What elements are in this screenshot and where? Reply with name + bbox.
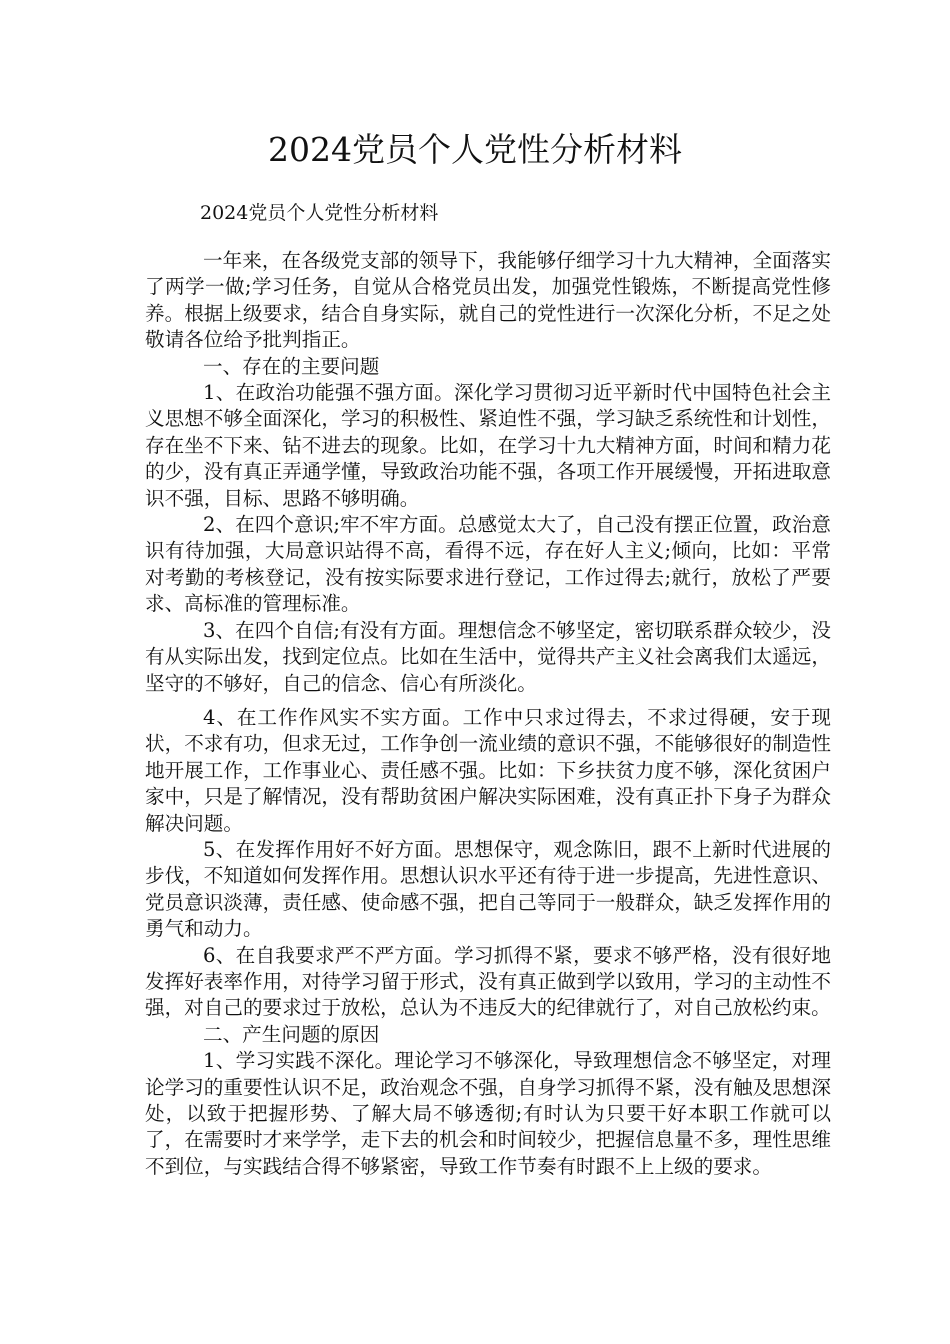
section-heading-problems: 一、存在的主要问题 bbox=[203, 354, 380, 378]
problem-item-1: 1、在政治功能强不强方面。深化学习贯彻习近平新时代中国特色社会主义思想不够全面深化，学习的积极性、紧迫性不强，学习缺乏系统性和计划性，存在坐不下来、钻不进去的现象。比如，在学习十九大精神方面，时间和精力花的少，没有真正弄通学懂，导致政治功能不强，各项工作开展缓慢，开拓进取意识不强，目标、思路不够明确。 bbox=[145, 381, 831, 510]
problem-item-6: 6、在自我要求严不严方面。学习抓得不紧，要求不够严格，没有很好地发挥好表率作用，对待学习留于形式，没有真正做到学以致用，学习的主动性不强，对自己的要求过于放松，总认为不违反大的纪律就行了，对自己放松约束。 bbox=[145, 943, 831, 1020]
problem-item-2: 2、在四个意识;牢不牢方面。总感觉太大了，自己没有摆正位置，政治意识有待加强，大局意识站得不高，看得不远，存在好人主义;倾向，比如：平常对考勤的考核登记，没有按实际要求进行登记，工作过得去;就行，放松了严要求、高标准的管理标准。 bbox=[145, 513, 831, 616]
problem-item-4: 4、在工作作风实不实方面。工作中只求过得去，不求过得硬，安于现状，不求有功，但求无过，工作争创一流业绩的意识不强，不能够很好的制造性地开展工作，工作事业心、责任感不强。比如：下乡扶贫力度不够，深化贫困户家中，只是了解情况，没有帮助贫困户解决实际困难，没有真正扑下身子为群众解决问题。 bbox=[145, 705, 831, 835]
problem-item-5: 5、在发挥作用好不好方面。思想保守，观念陈旧，跟不上新时代进展的步伐，不知道如何发挥作用。思想认识水平还有待于进一步提高，先进性意识、党员意识淡薄，责任感、使命感不强，把自己等同于一般群众，缺乏发挥作用的勇气和动力。 bbox=[145, 837, 831, 941]
intro-paragraph: 一年来，在各级党支部的领导下，我能够仔细学习十九大精神，全面落实了两学一做;学习任务，自觉从合格党员出发，加强党性锻炼，不断提高党性修养。根据上级要求，结合自身实际，就自己的党性进行一次深化分析，不足之处敬请各位给予批判指正。 bbox=[145, 249, 831, 352]
problem-item-3: 3、在四个自信;有没有方面。理想信念不够坚定，密切联系群众较少，没有从实际出发，找到定位点。比如在生活中，觉得共产主义社会离我们太遥远，坚守的不够好，自己的信念、信心有所淡化。 bbox=[145, 618, 831, 695]
document-body bbox=[145, 248, 831, 1180]
document-title: 2024党员个人党性分析材料 bbox=[268, 130, 682, 169]
cause-item-1: 1、学习实践不深化。理论学习不够深化，导致理想信念不够坚定，对理论学习的重要性认识不足，政治观念不强，自身学习抓得不紧，没有触及思想深处，以致于把握形势、了解大局不够透彻;有时认为只要干好本职工作就可以了，在需要时才来学学，走下去的机会和时间较少，把握信息量不多，理性思维不到位，与实践结合得不够紧密，导致工作节奏有时跟不上上级的要求。 bbox=[145, 1049, 831, 1178]
document-subtitle: 2024党员个人党性分析材料 bbox=[200, 202, 439, 224]
section-heading-causes: 二、产生问题的原因 bbox=[203, 1022, 380, 1046]
